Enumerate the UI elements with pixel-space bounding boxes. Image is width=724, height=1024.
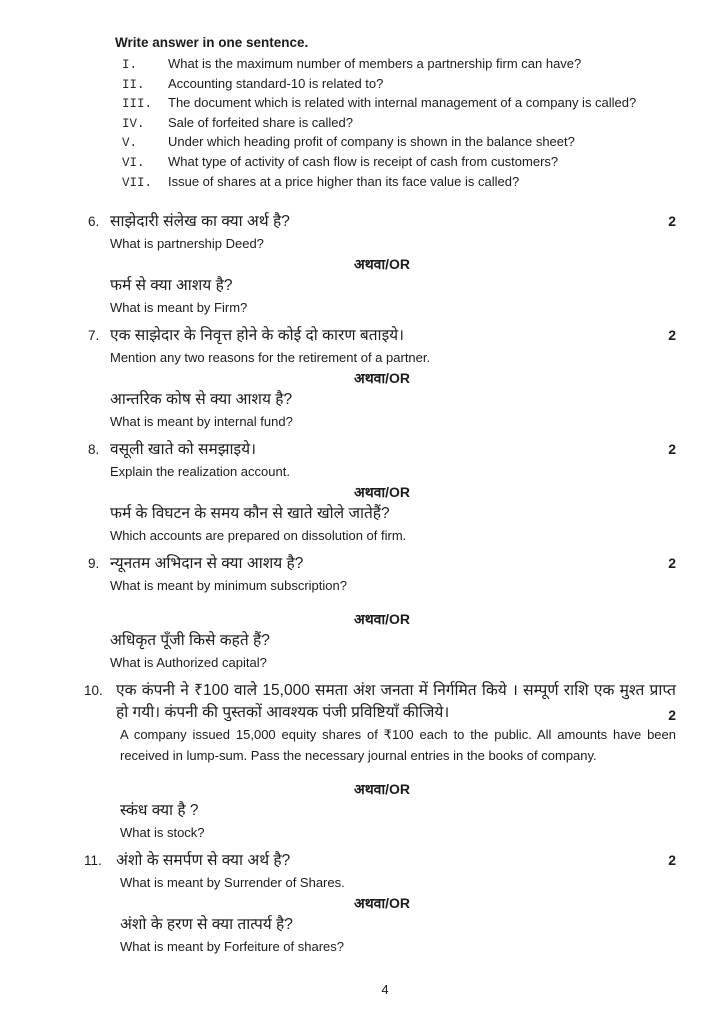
list-item [122, 173, 676, 193]
or-separator: अथवा/OR [354, 895, 410, 912]
question-number: 6. [88, 214, 100, 230]
list-item-numeral: I. [122, 58, 138, 72]
question-number: 7. [88, 328, 100, 344]
question-main-row [84, 850, 676, 872]
alt-question-english: What is meant by Forfeiture of shares? [120, 939, 344, 955]
question-text-hindi: अंशो के समर्पण से क्या अर्थ है? [116, 852, 291, 870]
question-number: 10. [84, 683, 103, 699]
question-text-english: Explain the realization account. [110, 464, 290, 480]
list-item-text: Sale of forfeited share is called? [168, 114, 353, 130]
list-item [122, 55, 676, 75]
question-text-hindi: न्यूनतम अभिदान से क्या आशय है? [110, 555, 304, 573]
list-item-numeral: VI. [122, 155, 145, 170]
question-7 [88, 325, 676, 432]
alt-question-english: What is stock? [120, 825, 205, 841]
or-separator: अथवा/OR [354, 484, 410, 501]
list-item-numeral: II. [122, 77, 145, 92]
question-text-english: What is meant by minimum subscription? [110, 578, 347, 594]
list-item-text: The document which is related with internal management of a company is called? [168, 95, 637, 111]
list-item-numeral: III. [122, 97, 153, 112]
list-item [122, 114, 676, 134]
question-11 [84, 850, 676, 957]
alt-question-hindi: स्कंध क्या है ? [120, 802, 199, 820]
question-10 [84, 680, 676, 843]
list-item [122, 153, 676, 173]
question-marks: 2 [668, 852, 676, 869]
question-text-hindi: वसूली खाते को समझाइये। [110, 441, 256, 459]
instruction-heading: Write answer in one sentence. [115, 35, 309, 50]
question-text-hindi: एक कंपनी ने ₹100 वाले 15,000 समता अंश जनता में निर्गमित किये । सम्पूर्ण राशि एक मुश्त प्राप्त हो गयी। कंपनी की पुस्तकों आवश्यक पंजी प्रविष्टियाँ कीजिये। [116, 682, 676, 722]
list-item-text: What is the maximum number of members a partnership firm can have? [168, 56, 582, 71]
list-item [122, 94, 676, 114]
alt-question-english: What is meant by Firm? [110, 300, 248, 316]
alt-question-english: Which accounts are prepared on dissolution of firm. [110, 528, 407, 544]
question-number: 11. [84, 853, 102, 869]
list-item [122, 75, 676, 95]
question-marks: 2 [668, 441, 676, 458]
question-number: 8. [88, 442, 100, 458]
question-text-hindi: साझेदारी संलेख का क्या अर्थ है? [110, 213, 290, 231]
alt-question-english: What is meant by internal fund? [110, 414, 293, 430]
question-9 [88, 553, 676, 673]
list-item-numeral: V. [122, 136, 138, 151]
or-separator: अथवा/OR [354, 370, 410, 387]
list-item-numeral: VII. [122, 175, 153, 190]
question-main-row [88, 553, 676, 575]
question-text-english: Mention any two reasons for the retirement of a partner. [110, 350, 431, 366]
question-hindi-paragraph-wrap [116, 680, 676, 724]
question-text-english: What is partnership Deed? [110, 236, 264, 252]
one-sentence-question-list [122, 55, 676, 192]
question-main-row [84, 680, 676, 724]
question-number: 9. [88, 556, 100, 572]
question-marks: 2 [668, 555, 676, 572]
question-marks: 2 [668, 327, 676, 344]
question-text-english: A company issued 15,000 equity shares of ₹100 each to the public. All amounts have been received in lump-sum. Pass the necessary journal entries in the books of company. [120, 727, 676, 764]
question-6 [88, 211, 676, 318]
list-item [122, 133, 676, 153]
alt-question-hindi: फर्म से क्या आशय है? [110, 277, 233, 295]
question-8 [88, 439, 676, 546]
list-item-text: Accounting standard-10 is related to? [168, 75, 384, 91]
list-item-text: Issue of shares at a price higher than its face value is called? [168, 173, 520, 189]
question-main-row [88, 211, 676, 233]
alt-question-hindi: अंशो के हरण से क्या तात्पर्य है? [120, 916, 293, 934]
or-separator: अथवा/OR [354, 256, 410, 273]
list-item-text: What type of activity of cash flow is receipt of cash from customers? [168, 153, 559, 169]
alt-question-hindi: आन्तरिक कोष से क्या आशय है? [110, 391, 293, 409]
alt-question-english: What is Authorized capital? [110, 655, 267, 671]
or-separator: अथवा/OR [354, 611, 410, 628]
question-text-hindi: एक साझेदार के निवृत्त होने के कोई दो कारण बताइये। [110, 327, 405, 345]
question-text-english: What is meant by Surrender of Shares. [120, 875, 345, 891]
question-marks: 2 [668, 707, 676, 724]
page-number: 4 [381, 982, 389, 997]
question-main-row [88, 325, 676, 347]
alt-question-hindi: फर्म के विघटन के समय कौन से खाते खोले जातेहैं? [110, 505, 390, 523]
alt-question-hindi: अधिकृत पूँजी किसे कहते हैं? [110, 632, 270, 650]
list-item-text: Under which heading profit of company is shown in the balance sheet? [168, 134, 575, 150]
question-marks: 2 [668, 213, 676, 230]
question-main-row [88, 439, 676, 461]
list-item-numeral: IV. [122, 116, 145, 131]
or-separator: अथवा/OR [354, 781, 410, 798]
